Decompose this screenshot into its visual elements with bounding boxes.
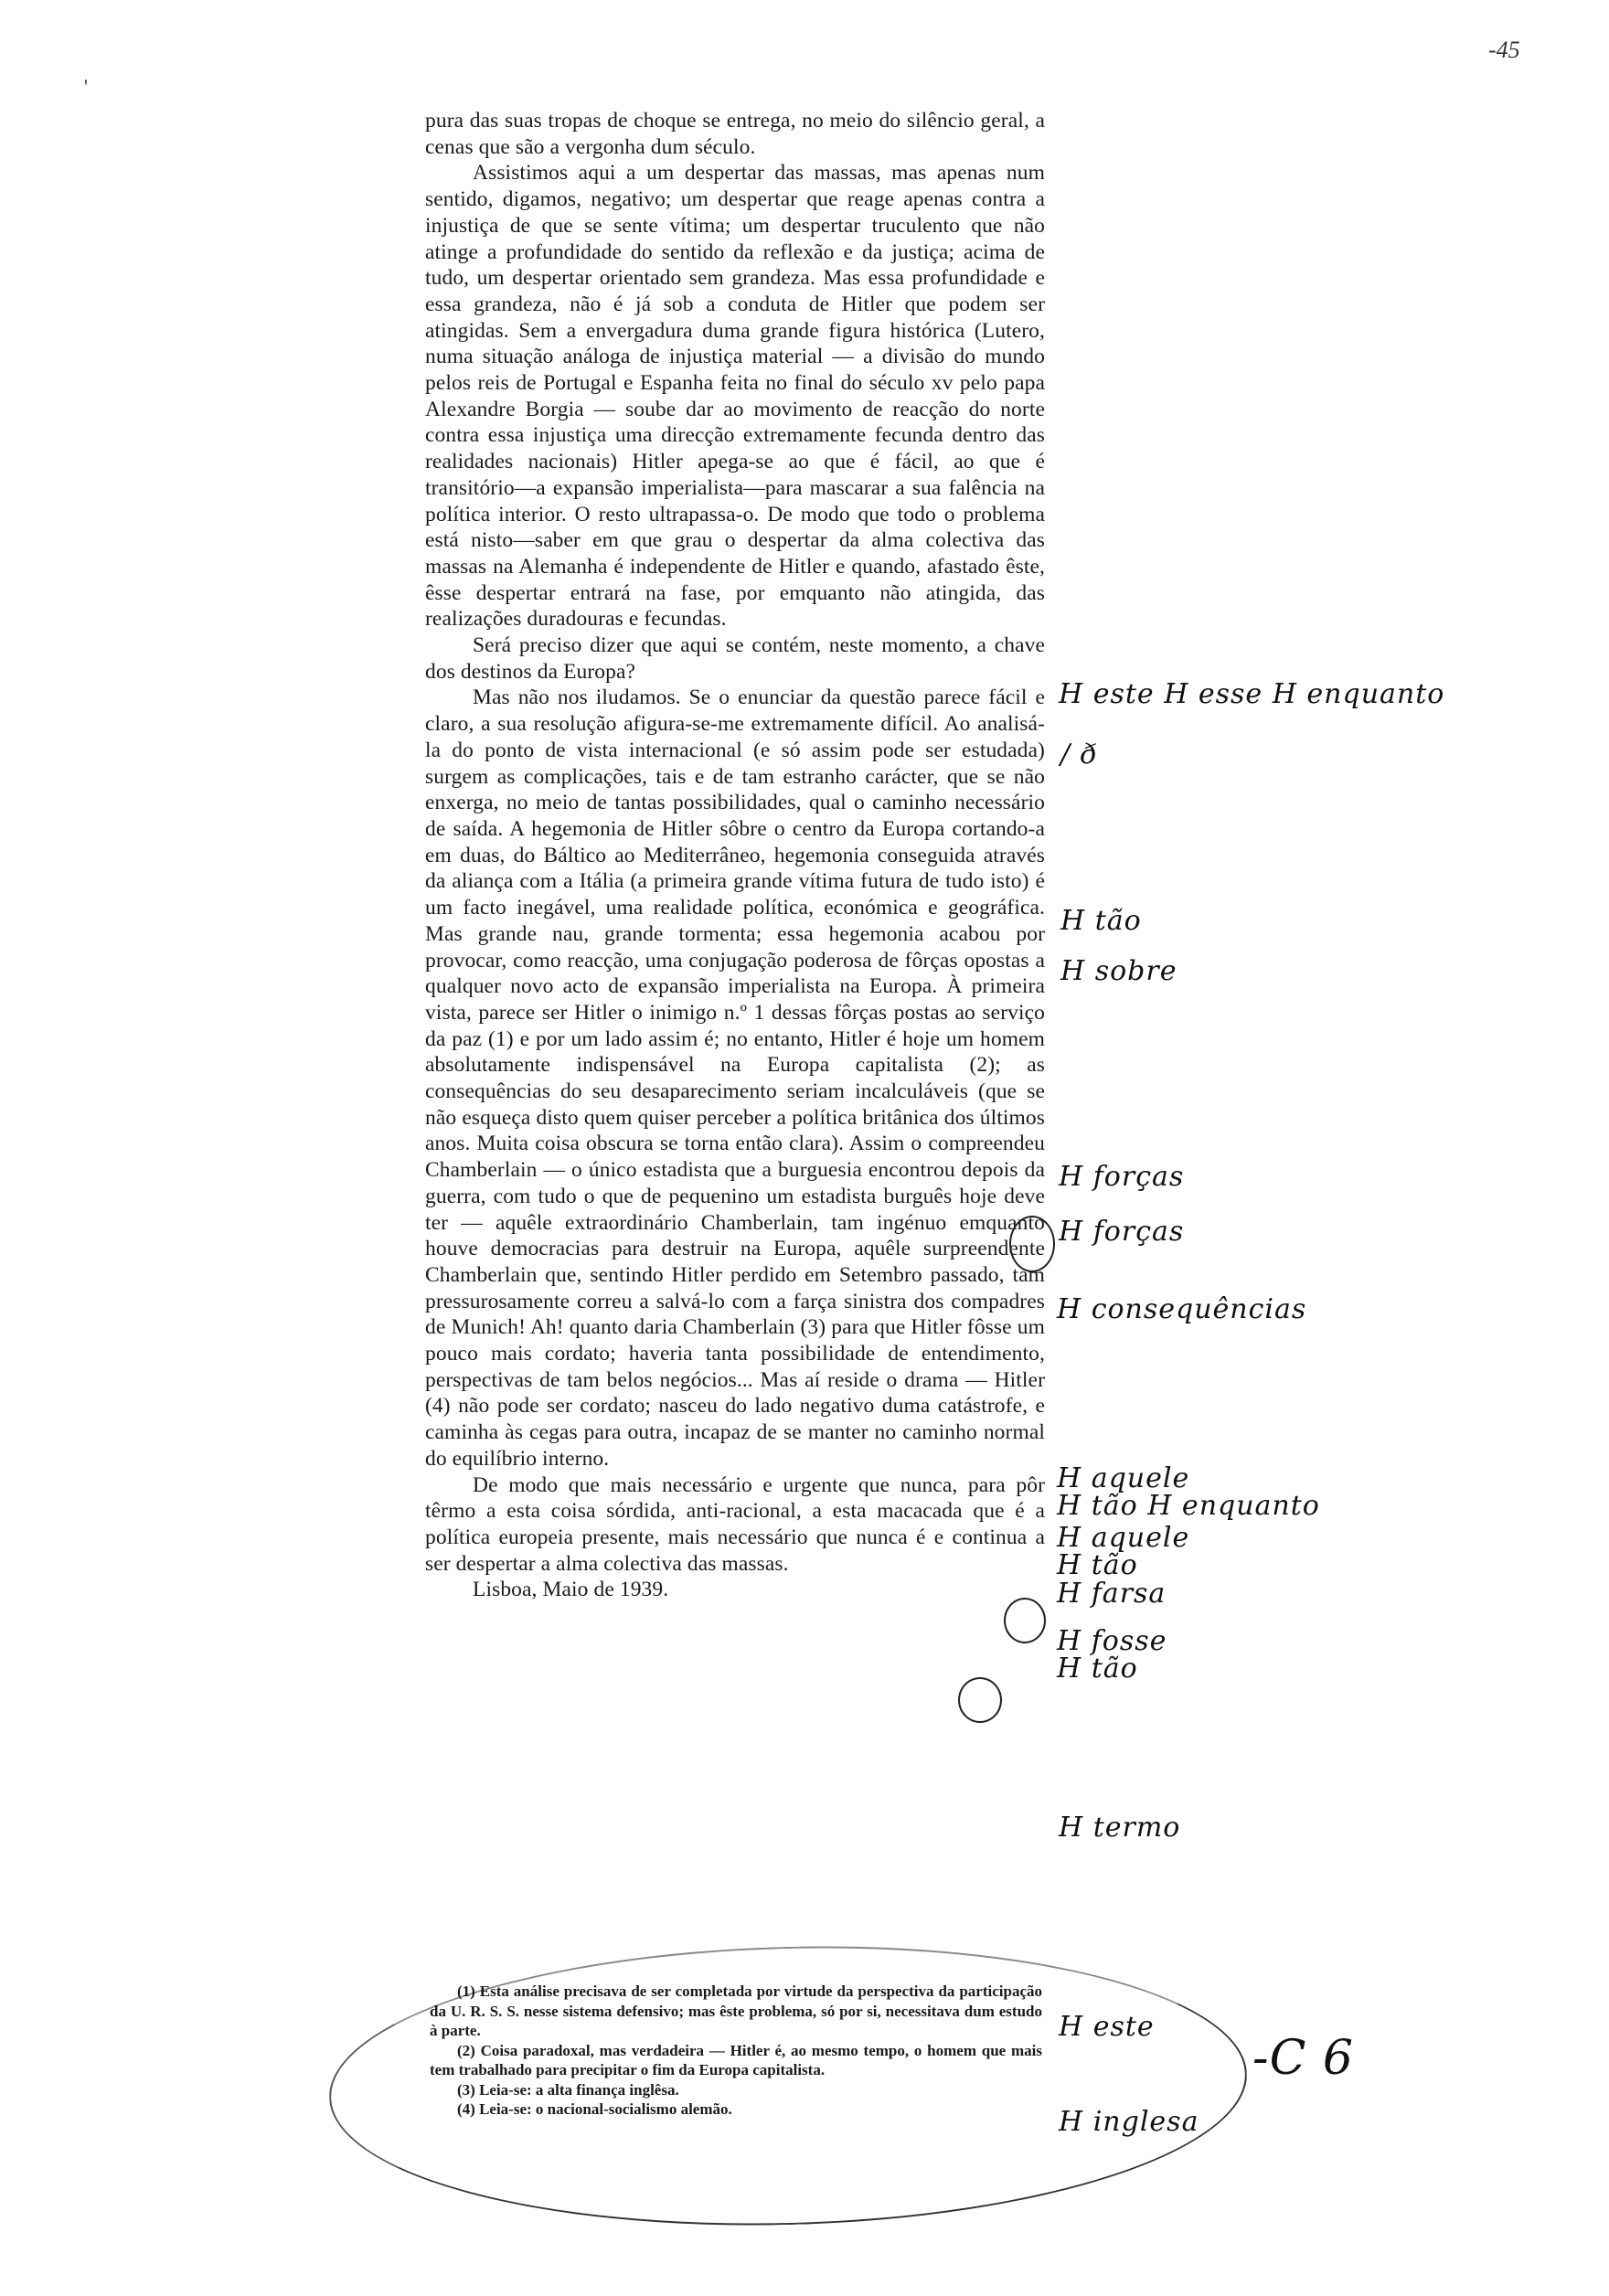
margin-note: H inglesa	[1059, 2106, 1199, 2138]
footnote: (3) Leia-se: a alta finança inglêsa.	[457, 2080, 679, 2099]
margin-note: H tão	[1057, 1549, 1138, 1581]
margin-note: H forças	[1059, 1216, 1185, 1248]
footnote: (4) Leia-se: o nacional-socialismo alemão.	[457, 2100, 732, 2118]
margin-note: H fosse	[1057, 1625, 1167, 1657]
main-text	[425, 108, 1045, 1603]
margin-note: H farsa	[1057, 1578, 1167, 1610]
margin-note: H consequências	[1057, 1293, 1307, 1325]
footnotes	[430, 1982, 1042, 2120]
margin-note: H este H esse H enquanto	[1059, 678, 1445, 710]
paragraph: Mas não nos iludamos. Se o enunciar da questão parece fácil e claro, a sua resolução afigura-se-me extremamente difícil. Ao analisá-la do ponto de vista internacional (e só assim pode ser estudada) surgem as complicações, tais e de tam estranho carácter, que se não enxerga, no meio de tantas possibilidades, qual o caminho necessário de saída. A hegemonia de Hitler sôbre o centro da Europa cortando-a em duas, do Báltico ao Mediterrâneo, hegemonia conseguida através da aliança com a Itália (a primeira grande vítima futura de tudo isto) é um facto inegável, uma realidade política, económica e geográfica. Mas grande nau, grande tormenta; essa hegemonia acabou por provocar, como reacção, uma conjugação poderosa de fôrças opostas a qualquer novo acto de expansão imperialista na Europa. À primeira vista, parece ser Hitler o inimigo n.º 1 dessas fôrças postas ao serviço da paz (1) e por um lado assim é; no entanto, Hitler é hoje um homem absolutamente indispensável na Europa capitalista (2); as consequências do seu desaparecimento seriam incalculáveis (que se não esqueça disto quem quiser perceber a política britânica dos últimos anos. Muita coisa obscura se torna então clara). Assim o compreendeu Chamberlain — o único estadista que a burguesia encontrou depois da guerra, com tudo o que de pequenino um estadista burguês hoje deve ter — aquêle extraordinário Chamberlain, tam ingénuo emquanto houve democracias para destruir na Europa, aquêle surpreendente Chamberlain que, sentindo Hitler perdido em Setembro passado, tam pressurosamente correu a salvá-lo com a farça sinistra dos compadres de Munich! Ah! quanto daria Chamberlain (3) para que Hitler fôsse um pouco mais cordato; haveria tanta possibilidade de entendimento, perspectivas de tam belos negócios... Mas aí reside o drama — Hitler (4) não pode ser cordato; nasceu do lado negativo duma catástrofe, e caminha às cegas para outra, incapaz de se manter no caminho normal do equilíbrio interno.	[425, 686, 1045, 1471]
margin-note: H aquele	[1057, 1462, 1190, 1494]
page-left-mark: '	[84, 75, 88, 98]
margin-note: H termo	[1059, 1812, 1181, 1844]
margin-note: H tão	[1060, 905, 1142, 937]
margin-note: H forças	[1059, 1161, 1185, 1193]
margin-note: H tão H enquanto	[1057, 1490, 1320, 1522]
pencil-circle	[1004, 1598, 1046, 1643]
margin-note: -C 6	[1252, 2031, 1354, 2086]
footnote: (2) Coisa paradoxal, mas verdadeira — Hitler é, ao mesmo tempo, o homem que mais tem trabalhado para precipitar o fim da Europa capitalista.	[430, 2041, 1042, 2078]
paragraph: pura das suas tropas de choque se entrega, no meio do silêncio geral, a cenas que são a vergonha dum século.	[425, 109, 1045, 159]
paragraph: Lisboa, Maio de 1939.	[473, 1578, 669, 1602]
paragraph: Será preciso dizer que aqui se contém, neste momento, a chave dos destinos da Europa?	[425, 633, 1045, 684]
paragraph: Assistimos aqui a um despertar das massas, mas apenas num sentido, digamos, negativo; um despertar que reage apenas contra a injustiça de que se sente vítima; um despertar truculento que não atinge a profundidade do sentido da reflexão e da justiça; acima de tudo, um despertar orientado sem grandeza. Mas essa profundidade e essa grandeza, não é já sob a conduta de Hitler que podem ser atingidas. Sem a envergadura duma grande figura histórica (Lutero, numa situação análoga de injustiça material — a divisão do mundo pelos reis de Portugal e Espanha feita no final do século xv pelo papa Alexandre Borgia — soube dar ao movimento de reacção do norte contra essa injustiça uma direcção extremamente fecunda dentro das realidades nacionais) Hitler apega-se ao que é fácil, ao que é transitório—a expansão imperialista—para mascarar a sua falência na política interior. O resto ultrapassa-o. De modo que todo o problema está nisto—saber em que grau o despertar da alma colectiva das massas na Alemanha é independente de Hitler e quando, afastado êste, êsse despertar entrará na fase, por emquanto não atingida, das realizações duradouras e fecundas.	[425, 161, 1045, 632]
margin-note: / ð	[1060, 739, 1098, 771]
margin-note: H sobre	[1060, 955, 1177, 987]
paragraph: De modo que mais necessário e urgente que nunca, para pôr têrmo a esta coisa sórdida, anti-racional, a esta macacada que é a política europeia presente, mais necessário que nunca é e continua a ser despertar a alma colectiva das massas.	[425, 1472, 1045, 1576]
margin-note: H este	[1059, 2011, 1155, 2043]
pencil-circle	[958, 1677, 1002, 1723]
page-corner-mark: -45	[1488, 37, 1520, 63]
pencil-circle	[1009, 1216, 1055, 1272]
margin-note: H aquele	[1057, 1522, 1190, 1554]
margin-note: H tão	[1057, 1653, 1138, 1685]
footnote: (1) Esta análise precisava de ser completada por virtude da perspectiva da participação da U. R. S. S. nesse sistema defensivo; mas êste problema, só por si, necessitava dum estudo à parte.	[430, 1982, 1042, 2039]
